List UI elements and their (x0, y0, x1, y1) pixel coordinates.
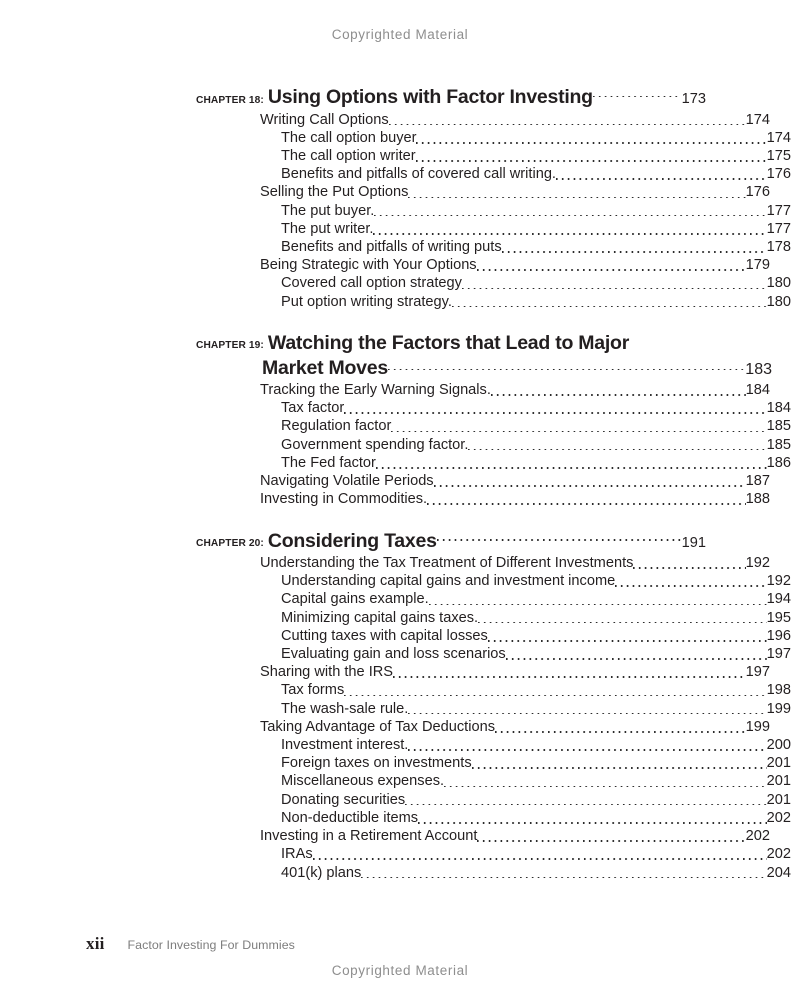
toc-entry-label: 401(k) plans (281, 864, 362, 881)
toc-entry-page-number: 175 (766, 148, 791, 164)
dot-leader (478, 612, 767, 627)
dot-leader (389, 114, 746, 129)
dot-leader (408, 740, 766, 755)
dot-leader (416, 151, 767, 166)
toc-entry-page-number: 178 (766, 239, 791, 256)
toc-entry-label: Understanding the Tax Treatment of Different Investments (260, 555, 634, 572)
toc-entry-page-number: 197 (745, 664, 770, 681)
dot-leader (391, 421, 766, 436)
dot-leader (444, 776, 767, 791)
dot-leader (313, 849, 767, 864)
toc-entry-label: Capital gains example. (281, 591, 429, 608)
dot-leader (633, 558, 745, 573)
toc-entry-label: Navigating Volatile Periods (260, 473, 434, 490)
toc-entry-page-number: 185 (766, 436, 791, 453)
toc-entry-page-number: 192 (745, 555, 770, 572)
toc-entry-label: The put buyer. (281, 202, 375, 219)
toc-entry-page-number: 197 (766, 646, 791, 663)
toc-entry-level2[interactable] (196, 417, 791, 435)
chapter-heading-row-continued[interactable] (196, 356, 772, 381)
toc-entry-level2[interactable] (196, 399, 791, 417)
toc-entry-label: Benefits and pitfalls of covered call writing. (281, 166, 556, 183)
dot-leader (556, 169, 767, 184)
toc-entry-page-number: 180 (766, 275, 791, 292)
toc-entry-level1[interactable] (196, 256, 770, 274)
toc-entry-label: Government spending factor. (281, 436, 469, 453)
toc-entry-page-number: 177 (766, 202, 791, 219)
dot-leader (477, 260, 746, 275)
toc-entry-level2[interactable] (196, 645, 791, 663)
toc-entry-label: Investing in Commodities. (260, 491, 428, 508)
toc-entry-page-number: 202 (766, 809, 791, 826)
toc-entry-label: Donating securities (281, 791, 406, 808)
toc-entry-level1[interactable] (196, 663, 770, 681)
toc-entry-level2[interactable] (196, 700, 791, 718)
toc-entry-level2[interactable] (196, 238, 791, 256)
toc-entry-level1[interactable] (196, 472, 770, 490)
toc-entry-level1[interactable] (196, 381, 770, 399)
running-head-title: Factor Investing For Dummies (127, 938, 295, 952)
toc-entry-level1[interactable] (196, 554, 770, 572)
table-of-contents (196, 85, 791, 882)
toc-entry-label: Evaluating gain and loss scenarios (281, 646, 506, 663)
toc-entry-page-number: 192 (766, 573, 791, 590)
dot-leader (344, 685, 766, 700)
chapter-title: Watching the Factors that Lead to Major (267, 331, 630, 354)
toc-entry-level2[interactable] (196, 791, 791, 809)
dot-leader (615, 576, 766, 591)
toc-entry-page-number: 187 (745, 473, 770, 490)
toc-entry-level2[interactable] (196, 220, 791, 238)
dot-leader (506, 649, 767, 664)
toc-entry-level2[interactable] (196, 627, 791, 645)
chapter-heading-row[interactable] (196, 528, 706, 554)
toc-entry-label: Understanding capital gains and investment income (281, 573, 616, 590)
dot-leader (374, 205, 766, 220)
chapter-block (196, 331, 791, 509)
toc-entry-page-number: 177 (766, 220, 791, 237)
copyright-watermark-top: Copyrighted Material (331, 27, 469, 42)
dot-leader (427, 494, 746, 509)
toc-entry-page-number: 194 (766, 591, 791, 608)
page-footer (86, 934, 295, 954)
chapter-title: Considering Taxes (267, 529, 437, 552)
dot-leader (429, 594, 767, 609)
dot-leader (452, 296, 767, 311)
toc-entry-level2[interactable] (196, 454, 791, 472)
toc-entry-label: Taking Advantage of Tax Deductions (260, 718, 496, 735)
toc-entry-label: Selling the Put Options (260, 184, 409, 201)
dot-leader (393, 667, 746, 682)
toc-entry-page-number: 180 (766, 293, 791, 310)
toc-entry-level2[interactable] (196, 809, 791, 827)
toc-entry-level2[interactable] (196, 754, 791, 772)
dot-leader (593, 85, 681, 103)
toc-entry-page-number: 174 (745, 111, 770, 128)
toc-entry-label: Tax forms (281, 682, 345, 699)
toc-entry-label: Writing Call Options (260, 111, 389, 128)
toc-entry-label: The put writer. (281, 220, 374, 237)
toc-entry-level2[interactable] (196, 681, 791, 699)
dot-leader (502, 242, 767, 257)
toc-entry-level2[interactable] (196, 274, 791, 292)
toc-entry-label: Regulation factor (281, 418, 392, 435)
copyright-watermark-bottom: Copyrighted Material (331, 963, 469, 978)
toc-entry-level2[interactable] (196, 572, 791, 590)
dot-leader (405, 794, 767, 809)
toc-entry-label: Minimizing capital gains taxes. (281, 609, 479, 626)
toc-entry-page-number: 195 (766, 609, 791, 626)
toc-entry-page-number: 196 (766, 627, 791, 644)
chapter-page-number: 191 (681, 534, 706, 551)
folio-page-number: xii (86, 934, 105, 953)
toc-entry-label: Sharing with the IRS (260, 664, 394, 681)
toc-entry-page-number: 201 (766, 773, 791, 790)
toc-entry-page-number: 185 (766, 418, 791, 435)
dot-leader (437, 528, 681, 546)
toc-entry-label: Tax factor (281, 400, 345, 417)
toc-entry-level2[interactable] (196, 165, 791, 183)
toc-entry-level2[interactable] (196, 590, 791, 608)
toc-entry-level1[interactable] (196, 490, 770, 508)
dot-leader (434, 476, 746, 491)
toc-entry-page-number: 200 (766, 737, 791, 754)
toc-entry-label: Non-deductible items (281, 809, 419, 826)
chapter-page-number: 173 (681, 91, 706, 108)
dot-leader (495, 721, 746, 736)
toc-entry-page-number: 179 (745, 257, 770, 274)
dot-leader (491, 385, 746, 400)
toc-entry-page-number: 201 (766, 755, 791, 772)
toc-entry-label: Investing in a Retirement Account (260, 828, 478, 845)
toc-entry-page-number: 184 (766, 400, 791, 417)
dot-leader (468, 439, 766, 454)
dot-leader (418, 813, 767, 828)
toc-entry-level2[interactable] (196, 845, 791, 863)
toc-entry-label: Covered call option strategy (281, 275, 462, 292)
chapter-title: Using Options with Factor Investing (267, 86, 593, 109)
toc-entry-level2[interactable] (196, 293, 791, 311)
toc-entry-page-number: 199 (745, 718, 770, 735)
chapter-number-label: CHAPTER 18: (196, 94, 264, 106)
dot-leader (344, 403, 766, 418)
dot-leader (376, 457, 767, 472)
dot-leader (462, 278, 767, 293)
dot-leader (472, 758, 767, 773)
dot-leader (408, 187, 745, 202)
toc-entry-page-number: 176 (745, 184, 770, 201)
toc-entry-page-number: 188 (745, 491, 770, 508)
toc-entry-level2[interactable] (196, 202, 791, 220)
toc-entry-level2[interactable] (196, 147, 791, 165)
toc-entry-level2[interactable] (196, 864, 791, 882)
dot-leader (388, 358, 745, 374)
toc-entry-level1[interactable] (196, 111, 770, 129)
toc-entry-label: Benefits and pitfalls of writing puts (281, 239, 502, 256)
chapter-title-line2: Market Moves (262, 357, 388, 380)
dot-leader (416, 132, 766, 147)
toc-entry-label: The wash-sale rule. (281, 700, 409, 717)
toc-entry-level1[interactable] (196, 183, 770, 201)
toc-entry-page-number: 176 (766, 166, 791, 183)
toc-entry-label: Foreign taxes on investments (281, 755, 472, 772)
toc-entry-label: IRAs (281, 846, 313, 863)
toc-entry-label: The Fed factor (281, 454, 376, 471)
chapter-spacer (196, 311, 706, 331)
toc-entry-page-number: 204 (766, 864, 791, 881)
toc-entry-level2[interactable] (196, 772, 791, 790)
toc-entry-level2[interactable] (196, 129, 791, 147)
toc-entry-label: The call option writer (281, 148, 416, 164)
chapter-number-label: CHAPTER 20: (196, 538, 264, 550)
chapter-heading-row[interactable] (196, 85, 706, 111)
toc-entry-page-number: 186 (766, 454, 791, 471)
chapter-block (196, 85, 791, 311)
dot-leader (477, 831, 745, 846)
toc-entry-level2[interactable] (196, 609, 791, 627)
toc-entry-page-number: 199 (766, 700, 791, 717)
toc-entry-label: The call option buyer (281, 129, 417, 146)
toc-entry-level2[interactable] (196, 436, 791, 454)
dot-leader (488, 630, 767, 645)
toc-entry-page-number: 201 (766, 791, 791, 808)
toc-entry-label: Tracking the Early Warning Signals. (260, 382, 491, 399)
chapter-spacer (196, 508, 706, 528)
toc-entry-level1[interactable] (196, 718, 770, 736)
chapter-number-label: CHAPTER 19: (196, 340, 264, 352)
toc-entry-page-number: 184 (745, 382, 770, 399)
toc-entry-page-number: 202 (745, 828, 770, 845)
toc-entry-page-number: 174 (766, 129, 791, 146)
chapter-block (196, 528, 791, 881)
chapter-heading-row[interactable] (196, 331, 706, 356)
toc-entry-label: Investment interest. (281, 737, 409, 754)
toc-entry-level1[interactable] (196, 827, 770, 845)
toc-entry-label: Cutting taxes with capital losses (281, 627, 488, 644)
dot-leader (373, 223, 766, 238)
toc-entry-label: Miscellaneous expenses. (281, 773, 445, 790)
chapter-page-number: 183 (745, 361, 772, 379)
dot-leader (408, 703, 766, 718)
toc-entry-label: Put option writing strategy. (281, 293, 452, 310)
toc-entry-level2[interactable] (196, 736, 791, 754)
toc-entry-label: Being Strategic with Your Options (260, 257, 477, 274)
toc-entry-page-number: 198 (766, 682, 791, 699)
dot-leader (361, 867, 766, 882)
toc-entry-page-number: 202 (766, 846, 791, 863)
